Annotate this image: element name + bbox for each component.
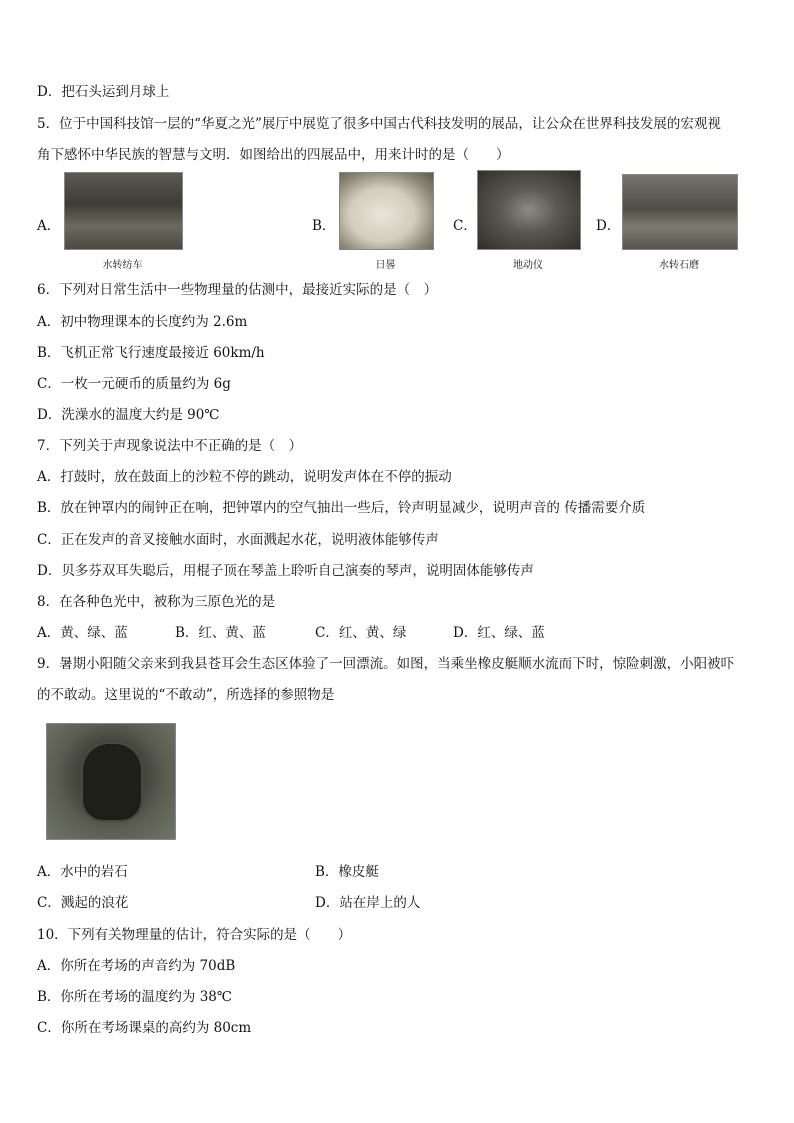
q6-option-d: D．洗澡水的温度大约是 90℃ (37, 407, 220, 423)
q8-option-d: D．红、绿、蓝 (453, 625, 545, 641)
q5-stem-line2: 角下感怀中华民族的智慧与文明．如图给出的四展品中，用来计时的是（ ） (37, 147, 510, 163)
q5-option-c-caption: 地动仪 (513, 260, 543, 271)
q5-option-d-caption: 水转石磨 (659, 260, 699, 271)
q5-option-c-label: C． (453, 218, 477, 234)
q5-option-d-label: D． (596, 218, 621, 234)
q9-stem-line1: 9．暑期小阳随父亲来到我县苍耳会生态区体验了一回漂流。如图，当乘坐橡皮艇顺水流而下时，惊险刺激，小阳被吓 (37, 656, 735, 672)
q6-option-b: B．飞机正常飞行速度最接近 60km/h (37, 345, 265, 361)
q9-option-a: A．水中的岩石 (37, 864, 128, 880)
q6-option-a: A．初中物理课本的长度约为 2.6m (37, 314, 248, 330)
q4-option-d: D．把石头运到月球上 (37, 84, 170, 100)
q10-option-b: B．你所在考场的温度约为 38℃ (37, 989, 232, 1005)
q5-option-d-image (622, 174, 738, 250)
raft-shape (81, 742, 143, 822)
q8-option-b: B．红、黄、蓝 (175, 625, 266, 641)
q7-option-a: A．打鼓时，放在鼓面上的沙粒不停的跳动，说明发声体在不停的振动 (37, 469, 452, 485)
q9-option-b: B．橡皮艇 (315, 864, 379, 880)
q5-option-c-image (477, 170, 581, 250)
q5-option-a-label: A． (37, 218, 61, 234)
q10-stem: 10．下列有关物理量的估计，符合实际的是（ ） (37, 927, 352, 943)
q5-option-b-caption: 日晷 (375, 260, 396, 271)
q7-option-c: C．正在发声的音叉接触水面时，水面溅起水花，说明液体能够传声 (37, 532, 439, 548)
q6-option-c: C．一枚一元硬币的质量约为 6g (37, 376, 231, 392)
q8-option-c: C．红、黄、绿 (315, 625, 407, 641)
q7-stem: 7．下列关于声现象说法中不正确的是（ ） (37, 438, 303, 454)
q9-stem-line2: 的不敢动。这里说的“不敢动”，所选择的参照物是 (37, 687, 335, 703)
q7-option-d: D．贝多芬双耳失聪后，用棍子顶在琴盖上聆听自己演奏的琴声，说明固体能够传声 (37, 563, 534, 579)
q10-option-c: C．你所在考场课桌的高约为 80cm (37, 1020, 252, 1036)
q5-option-b-image (339, 172, 434, 250)
q8-stem: 8．在各种色光中，被称为三原色光的是 (37, 594, 276, 610)
q5-option-a-image (64, 172, 183, 250)
q5-option-a-caption: 水转纺车 (102, 260, 143, 271)
q8-option-a: A．黄、绿、蓝 (37, 625, 128, 641)
q10-option-a: A．你所在考场的声音约为 70dB (37, 958, 236, 974)
q5-stem-line1: 5．位于中国科技馆一层的“华夏之光”展厅中展览了很多中国古代科技发明的展品，让公众在世界科技发展的宏观视 (37, 116, 721, 132)
q9-rafting-image (46, 723, 176, 840)
q6-stem: 6．下列对日常生活中一些物理量的估测中，最接近实际的是（ ） (37, 282, 438, 298)
q9-option-d: D．站在岸上的人 (315, 895, 421, 911)
q7-option-b: B．放在钟罩内的闹钟正在响，把钟罩内的空气抽出一些后，铃声明显减少，说明声音的 传播需要介质 (37, 500, 646, 516)
q9-option-c: C．溅起的浪花 (37, 895, 129, 911)
q5-option-b-label: B． (312, 218, 336, 234)
